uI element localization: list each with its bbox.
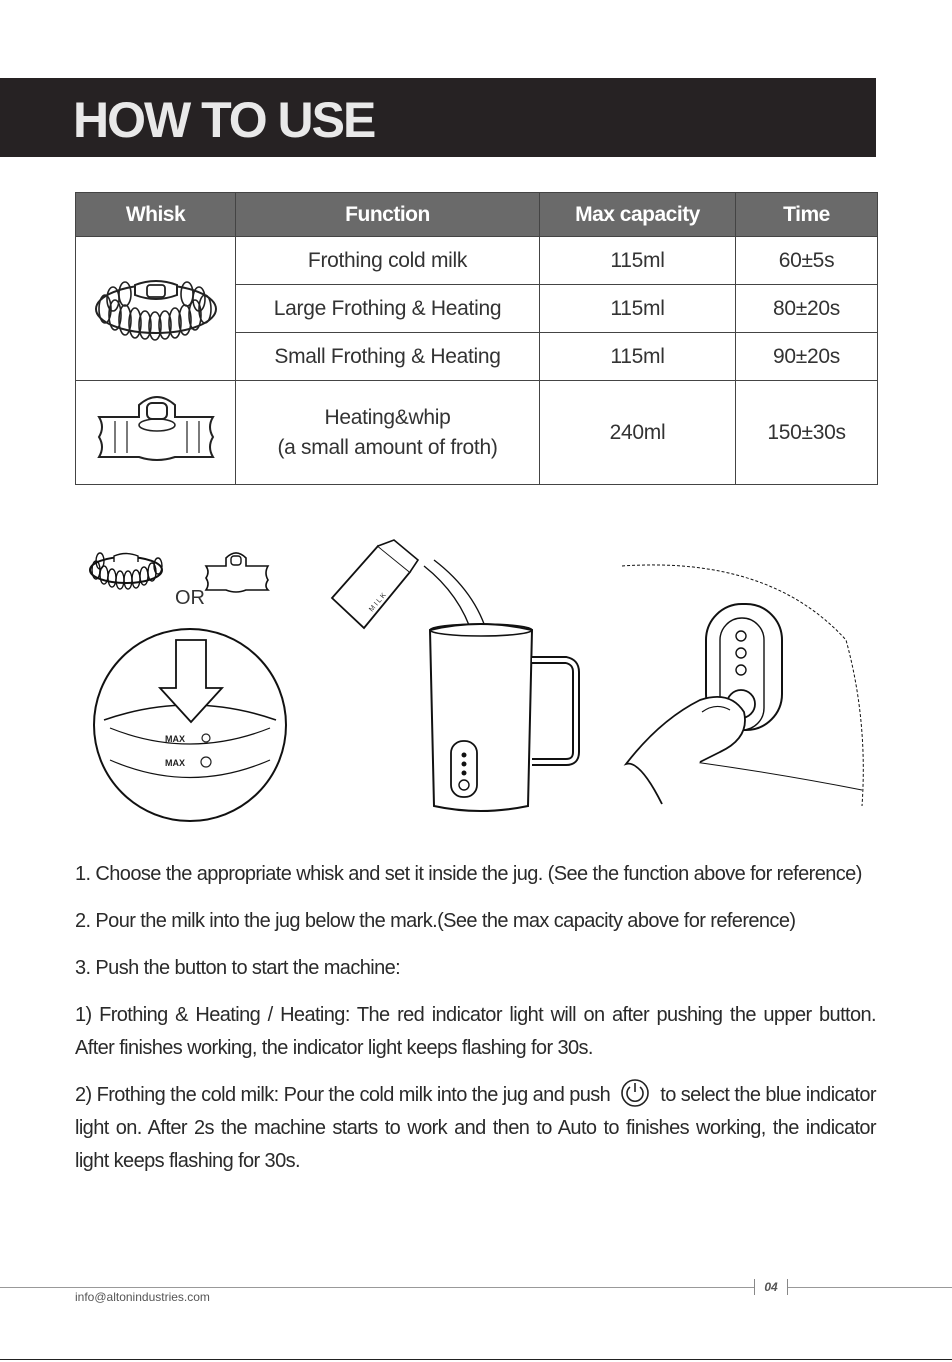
small-whip-whisk-icon [206, 553, 268, 592]
instruction-steps [75, 858, 876, 1178]
step-3-1: 1) Frothing & Heating / Heating: The red indicator light will on after pushing the upper button. After finishes working, the indicator light keeps flashing for 30s. [75, 1004, 876, 1059]
function-cell: Frothing cold milk [236, 237, 540, 285]
or-label: OR [175, 587, 205, 609]
header-function: Function [236, 193, 540, 237]
time-cell: 60±5s [736, 237, 878, 285]
step-2: 2. Pour the milk into the jug below the mark.(See the max capacity above for reference) [75, 910, 796, 932]
step-3: 3. Push the button to start the machine: [75, 957, 401, 979]
jug-closeup [94, 629, 286, 821]
step-1: 1. Choose the appropriate whisk and set it inside the jug. (See the function above for reference) [75, 863, 862, 885]
max-label-lower: MAX [165, 758, 185, 768]
carton-marks: M I L K [368, 591, 388, 614]
capacity-cell: 240ml [540, 381, 736, 485]
function-cell: Large Frothing & Heating [236, 285, 540, 333]
time-cell: 150±30s [736, 381, 878, 485]
milk-frother-jug [430, 624, 576, 811]
header-whisk: Whisk [76, 193, 236, 237]
page-title: HOW TO USE [73, 92, 375, 148]
step-3-2-text-before: 2) Frothing the cold milk: Pour the cold milk into the jug and push [75, 1084, 611, 1106]
page-number: 04 [754, 1279, 788, 1295]
step-3-2-text-after: to select the blue indicator light on. After 2s the machine starts to work and then to Auto to finishes working, the indicator light keeps flashing for 30s. [75, 1084, 876, 1172]
control-panel-closeup [622, 565, 863, 806]
bottom-divider [0, 1359, 952, 1360]
function-cell: Small Frothing & Heating [236, 333, 540, 381]
capacity-cell: 115ml [540, 333, 736, 381]
function-line-2: (a small amount of froth) [277, 435, 498, 459]
max-label-upper: MAX [165, 734, 185, 744]
footer-divider [0, 1287, 952, 1288]
header-time: Time [736, 193, 878, 237]
small-coil-whisk-icon [90, 553, 162, 589]
footer-email: info@altonindustries.com [75, 1290, 210, 1304]
time-cell: 80±20s [736, 285, 878, 333]
capacity-cell: 115ml [540, 237, 736, 285]
function-line-1: Heating&whip [324, 405, 451, 429]
step-3-2 [75, 1079, 876, 1178]
capacity-cell: 115ml [540, 285, 736, 333]
power-icon [619, 1077, 651, 1109]
time-cell: 90±20s [736, 333, 878, 381]
header-max-capacity: Max capacity [540, 193, 736, 237]
finger-icon [626, 697, 745, 804]
